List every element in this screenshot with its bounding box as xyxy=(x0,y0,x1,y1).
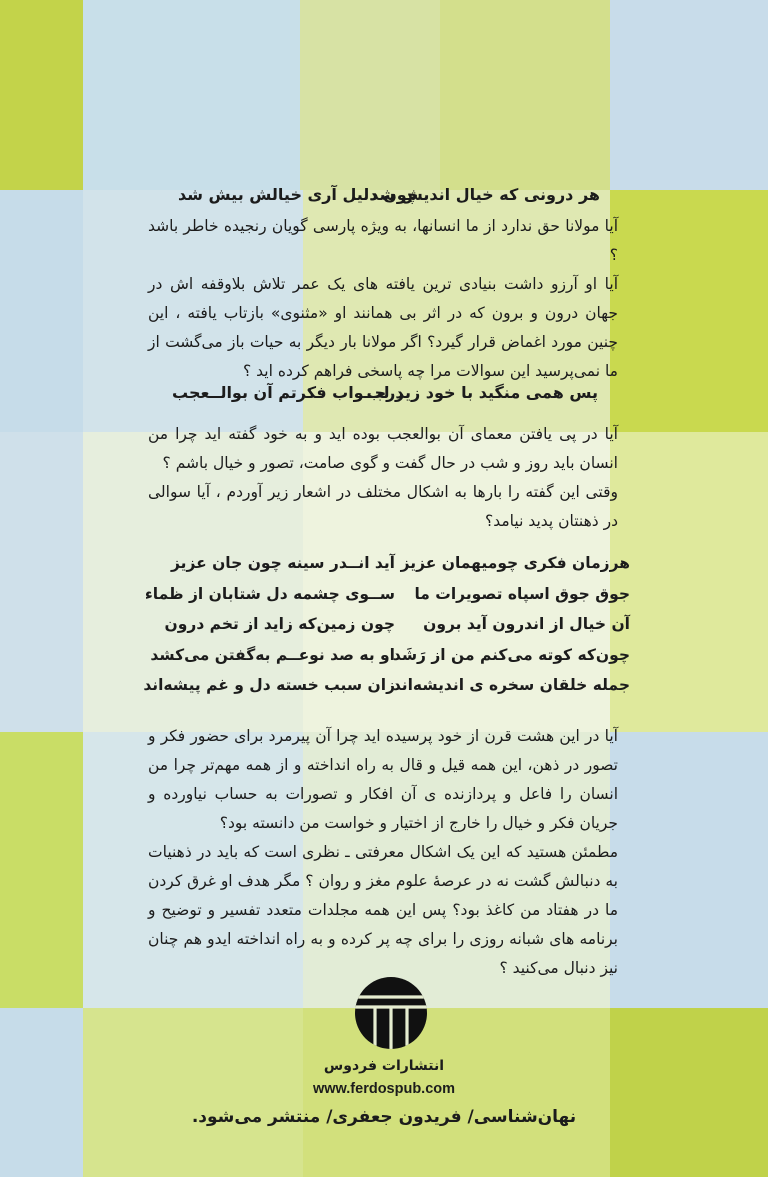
publisher-logo-icon xyxy=(353,975,429,1051)
paragraph-3 xyxy=(148,722,618,983)
poem-hemistich-right: جوق جوق اسپاه تصویرات ما xyxy=(414,584,630,603)
couplet-1-right: هر درونی که خیال اندیش شد xyxy=(370,185,600,204)
poem-hemistich-left: آید انــدر سینه چون جان عزیز xyxy=(170,554,395,572)
poem-hemistich-right: آن خیال از اندرون آید برون xyxy=(423,615,630,633)
footer-note: نهان‌شناسی/ فریدون جعفری/ منتشر می‌شود. xyxy=(191,1107,577,1127)
poem-row xyxy=(144,579,630,610)
poem-hemistich-left: زان سبب خسته دل و غم پیشه‌اند xyxy=(143,676,395,694)
poem-row xyxy=(170,548,630,579)
couplet-2-left: درجــواب فکرتم آن بوالــعجب xyxy=(172,383,404,402)
paragraph-2-line-2: وقتی این گفته را بارها به اشکال مختلف در اشعار زیر آوردم ، آیا سوالی در ذهنتان پدید نیامد؟ xyxy=(148,483,618,530)
couplet-2 xyxy=(0,378,768,408)
paragraph-3-line-2: مطمئن هستید که این یک اشکال معرفتی ـ نظری است که باید در ذهنیات به دنبالش گشت نه در عرصهٔ علوم مغز و روان ؟ مگر هدف او غرق کردن ما در هفتاد من کاغذ بود؟ پس این همه مجلدات متعدد تفسیر و توضیح و برنامه های شبانه روزی را برای چه پر کرده و به راه انداخته ایدو هم چنان نیز دنبال می‌کنید ؟ xyxy=(148,843,618,977)
couplet-1 xyxy=(0,180,768,210)
couplet-1-left: چون دلیل آری خیالش بیش شد xyxy=(178,185,419,204)
poem-hemistich-right: هرزمان فکری چومیهمان عزیز xyxy=(400,554,630,572)
poem-hemistich-right: جمله خلقان سخره ی اندیشه‌اند xyxy=(392,676,630,694)
poem-hemistich-left: او به صد نوعــم به‌گفتن می‌کشد xyxy=(150,645,395,664)
poem-hemistich-left: ســوی چشمه دل شتابان از ظماء xyxy=(144,584,395,603)
poem-hemistich-right: چون‌که کوته می‌کنم من از رَشَد xyxy=(392,645,630,664)
poem xyxy=(143,548,630,701)
poem-hemistich-left: چون زمین‌که زاید از تخم درون xyxy=(164,615,395,633)
publisher-website: www.ferdospub.com xyxy=(312,1081,456,1097)
paragraph-1-line-1: آیا مولانا حق ندارد از ما انسانها، به ویژه پارسی گویان رنجیده خاطر باشد ؟ xyxy=(148,217,618,264)
couplet-2-right: پس همی منگید با خود زیر لب xyxy=(366,383,598,402)
publisher-name: انتشارات فردوس xyxy=(323,1058,445,1074)
poem-row xyxy=(164,609,630,640)
paragraph-1 xyxy=(148,212,618,386)
paragraph-2 xyxy=(148,420,618,536)
paragraph-1-line-2: آیا او آرزو داشت بنیادی ترین یافته های یک عمر تلاش بلاوقفه اش در جهان درون و برون که در اثر بی همانند او «مثنوی» بازتاب یافته ، این چنین مورد اغماض قرار گیرد؟ اگر مولانا بار دیگر به حیات باز می‌گشت از ما نمی‌پرسید این سوالات مرا چه پاسخی فراهم کرده اید ؟ xyxy=(148,275,618,380)
poem-row xyxy=(143,670,630,701)
paragraph-2-line-1: آیا در پی یافتن معمای آن بوالعجب بوده اید و به خود گفته اید چرا من انسان باید روز و شب در حال گفت و گوی صامت، تصور و خیال باشم ؟ xyxy=(148,425,618,472)
poem-row xyxy=(150,640,630,671)
paragraph-3-line-1: آیا در این هشت قرن از خود پرسیده اید چرا آن پیرمرد برای حضور فکر و تصور در ذهن، این همه قیل و قال به راه انداخته و از همه مهم‌تر چرا من انسان را فاعل و پردازنده ی آن افکار و تصورات به حساب نیاورده و جریان فکر و خیال را خارج از اختیار و خواست من دانسته بود؟ xyxy=(148,727,618,832)
